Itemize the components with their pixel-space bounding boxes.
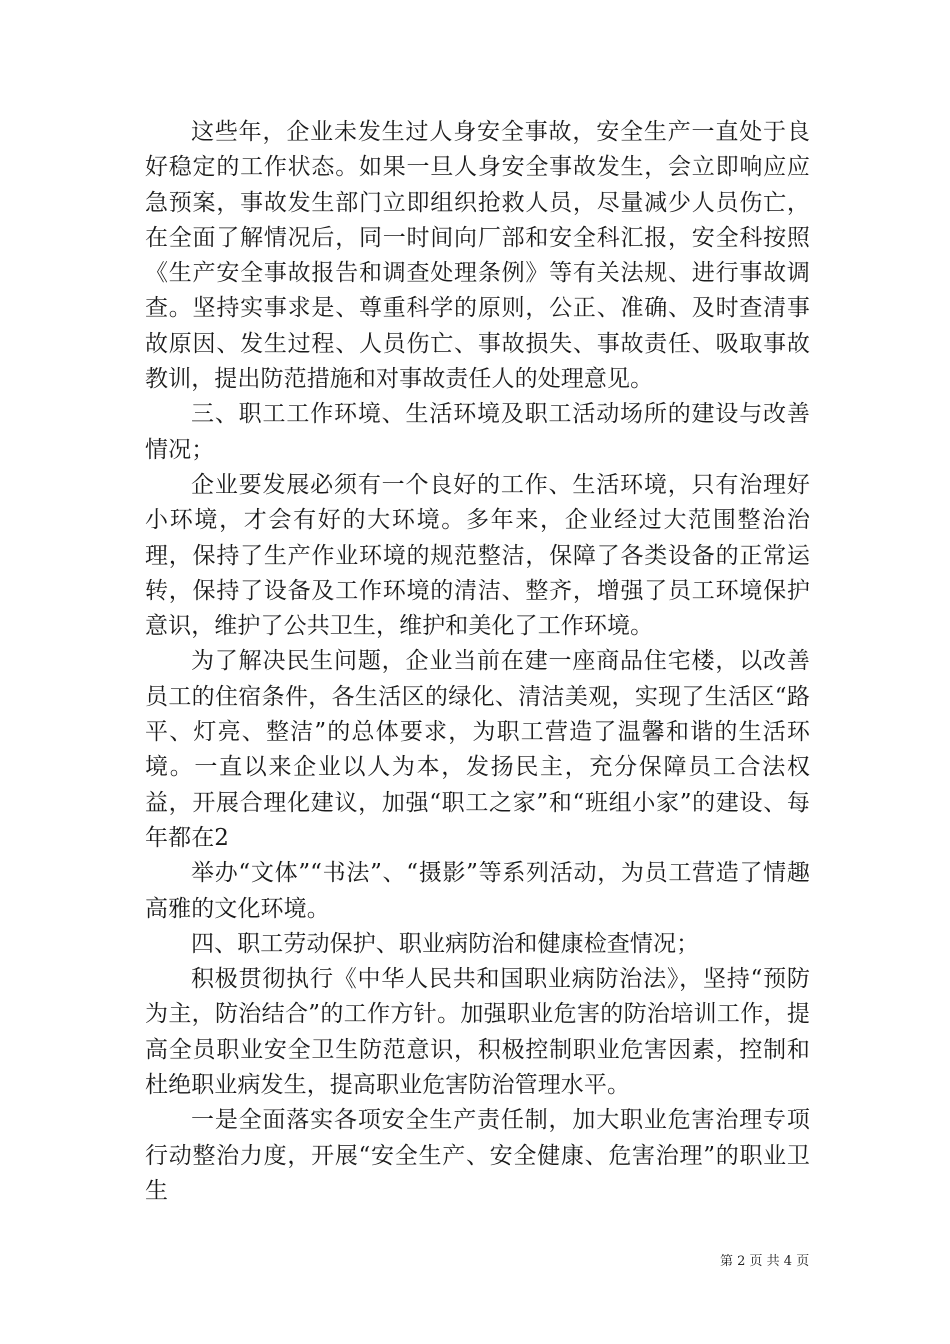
paragraph: 积极贯彻执行《中华人民共和国职业病防治法》，坚持“预防为主，防治结合”的工作方针。加强职业危害的防治培训工作，提高全员职业安全卫生防范意识，积极控制职业危害因素，控制和杜绝职业病发生，提高职业危害防治管理水平。 <box>145 966 810 1099</box>
paragraph: 为了解决民生问题，企业当前在建一座商品住宅楼，以改善员工的住宿条件，各生活区的绿化、清洁美观，实现了生活区“路平、灯亮、整洁”的总体要求，为职工营造了温馨和谐的生活环境。一直以来企业以人为本，发扬民主，充分保障员工合法权益，开展合理化建议，加强“职工之家”和“班组小家”的建设、每年都在2 <box>145 648 810 851</box>
section-heading: 三、职工工作环境、生活环境及职工活动场所的建设与改善情况； <box>145 401 810 463</box>
paragraph: 企业要发展必须有一个良好的工作、生活环境，只有治理好小环境，才会有好的大环境。多年来，企业经过大范围整治治理，保持了生产作业环境的规范整洁，保障了各类设备的正常运转，保持了设备及工作环境的清洁、整齐，增强了员工环境保护意识，维护了公共卫生，维护和美化了工作环境。 <box>145 471 810 640</box>
paragraph: 一是全面落实各项安全生产责任制，加大职业危害治理专项行动整治力度，开展“安全生产、安全健康、危害治理”的职业卫生 <box>145 1107 810 1204</box>
paragraph: 这些年，企业未发生过人身安全事故，安全生产一直处于良好稳定的工作状态。如果一旦人身安全事故发生，会立即响应应急预案，事故发生部门立即组织抢救人员，尽量减少人员伤亡，在全面了解情况后，同一时间向厂部和安全科汇报，安全科按照《生产安全事故报告和调查处理条例》等有关法规、进行事故调查。坚持实事求是、尊重科学的原则，公正、准确、及时查清事故原因、发生过程、人员伤亡、事故损失、事故责任、吸取事故教训，提出防范措施和对事故责任人的处理意见。 <box>145 119 810 393</box>
section-heading: 四、职工劳动保护、职业病防治和健康检查情况； <box>191 930 700 957</box>
document-body <box>145 115 810 1209</box>
paragraph: 举办“文体”“书法”、“摄影”等系列活动，为员工营造了情趣高雅的文化环境。 <box>145 860 810 922</box>
page-number-footer: 第 2 页 共 4 页 <box>720 1254 810 1269</box>
